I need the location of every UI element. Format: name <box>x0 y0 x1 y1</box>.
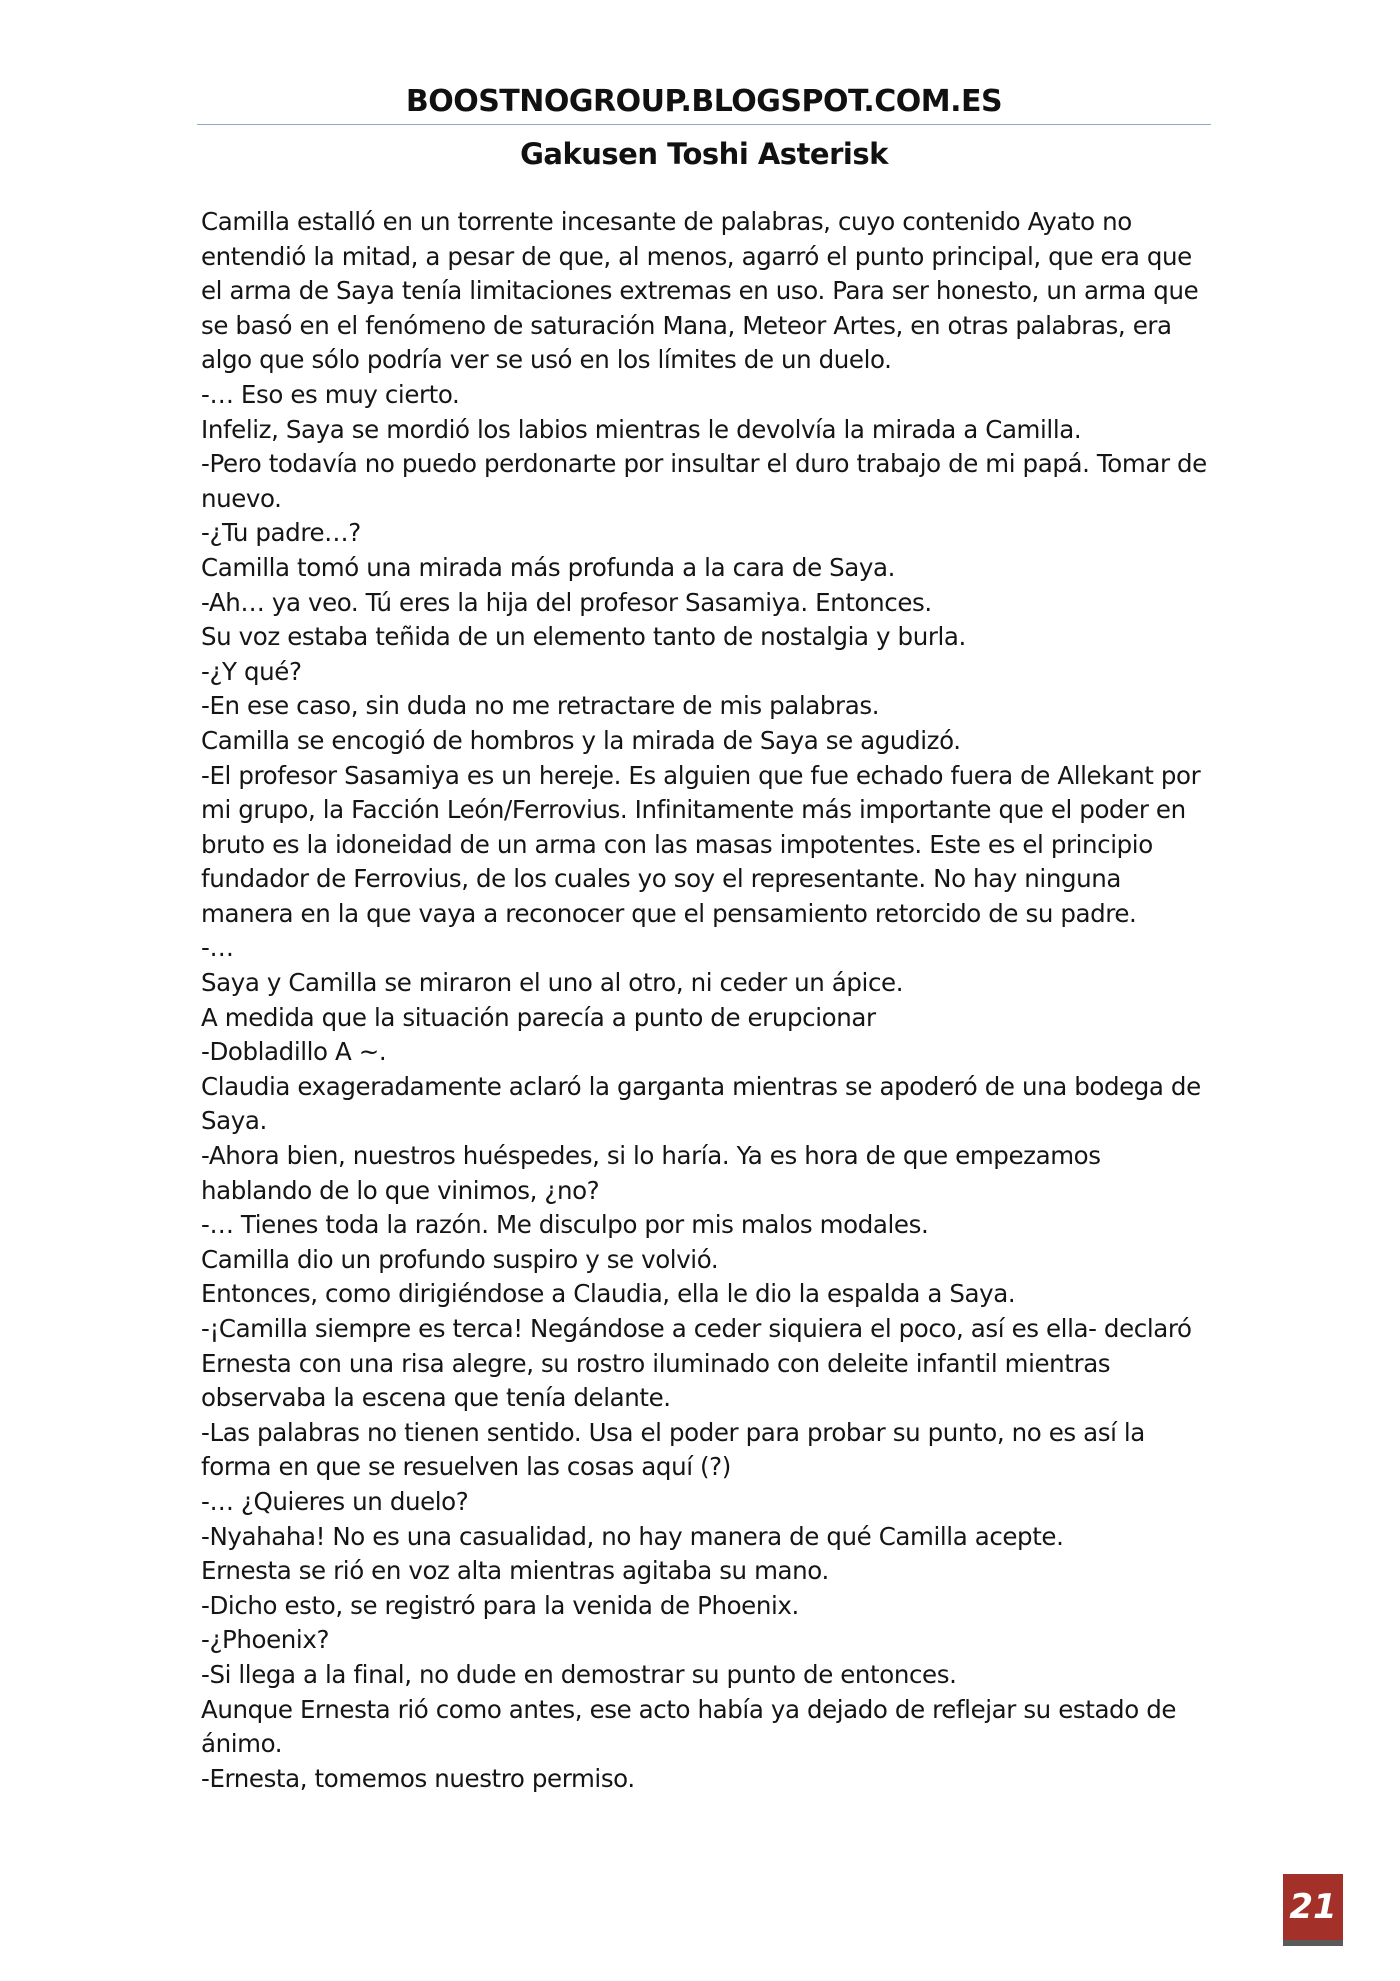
site-name: BOOSTNOGROUP.BLOGSPOT.COM.ES <box>405 84 1003 119</box>
paragraph: -El profesor Sasamiya es un hereje. Es alguien que fue echado fuera de Allekant por mi grupo, la Facción León/Ferrovius. Infinitamente más importante que el poder en bruto es la idoneidad de un arma con las masas impotentes. Este es el principio fundador de Ferrovius, de los cuales yo soy el representante. No hay ninguna manera en la que vaya a reconocer que el pensamiento retorcido de su padre. <box>201 760 1201 928</box>
paragraph: -Pero todavía no puedo perdonarte por insultar el duro trabajo de mi papá. Tomar de nuevo. <box>201 449 1207 513</box>
paragraph: Claudia exageradamente aclaró la garganta mientras se apoderó de una bodega de Saya. <box>201 1071 1201 1136</box>
paragraph: -… <box>201 933 234 963</box>
paragraph: -Si llega a la final, no dude en demostrar su punto de entonces. <box>201 1659 957 1689</box>
paragraph: -Dobladillo A ~. <box>201 1037 387 1067</box>
paragraph: Camilla se encogió de hombros y la mirada de Saya se agudizó. <box>201 725 961 755</box>
paragraph: Saya y Camilla se miraron el uno al otro, ni ceder un ápice. <box>201 968 904 998</box>
paragraph: Camilla estalló en un torrente incesante de palabras, cuyo contenido Ayato no entendió la mitad, a pesar de que, al menos, agarró el punto principal, que era que el arma de Saya tenía limitaciones extremas en uso. Para ser honesto, un arma que se basó en el fenómeno de saturación Mana, Meteor Artes, en otras palabras, era algo que sólo podría ver se usó en los límites de un duelo. <box>201 207 1199 375</box>
paragraph: Ernesta se rió en voz alta mientras agitaba su mano. <box>201 1556 829 1586</box>
paragraph: -¿Y qué? <box>201 656 302 686</box>
paragraph: -¡Camilla siempre es terca! Negándose a ceder siquiera el poco, así es ella- declaró Ernesta con una risa alegre, su rostro iluminado con deleite infantil mientras observaba la escena que tenía delante. <box>201 1314 1192 1413</box>
paragraph: Camilla dio un profundo suspiro y se volvió. <box>201 1244 719 1274</box>
paragraph: -¿Phoenix? <box>201 1625 330 1655</box>
body-text <box>201 205 1211 1796</box>
paragraph: Infeliz, Saya se mordió los labios mientras le devolvía la mirada a Camilla. <box>201 414 1082 444</box>
book-title: Gakusen Toshi Asterisk <box>520 137 888 171</box>
paragraph: Su voz estaba teñida de un elemento tanto de nostalgia y burla. <box>201 622 966 652</box>
paragraph: -Ahora bien, nuestros huéspedes, si lo haría. Ya es hora de que empezamos hablando de lo que vinimos, ¿no? <box>201 1141 1101 1205</box>
paragraph: A medida que la situación parecía a punto de erupcionar <box>201 1002 876 1032</box>
paragraph: -… Eso es muy cierto. <box>201 379 460 409</box>
page-number-badge: 21 <box>1283 1874 1343 1946</box>
paragraph: -Nyahaha! No es una casualidad, no hay manera de qué Camilla acepte. <box>201 1521 1064 1551</box>
paragraph: -Dicho esto, se registró para la venida de Phoenix. <box>201 1590 799 1620</box>
paragraph: -Ah… ya veo. Tú eres la hija del profesor Sasamiya. Entonces. <box>201 587 932 617</box>
paragraph: -Ernesta, tomemos nuestro permiso. <box>201 1763 635 1793</box>
paragraph: -En ese caso, sin duda no me retractare de mis palabras. <box>201 691 880 721</box>
paragraph: -Las palabras no tienen sentido. Usa el poder para probar su punto, no es así la forma en que se resuelven las cosas aquí (?) <box>201 1417 1145 1482</box>
paragraph: -… Tienes toda la razón. Me disculpo por mis malos modales. <box>201 1210 929 1240</box>
paragraph: Aunque Ernesta rió como antes, ese acto había ya dejado de reflejar su estado de ánimo. <box>201 1694 1177 1759</box>
paragraph: Camilla tomó una mirada más profunda a la cara de Saya. <box>201 552 896 582</box>
page-header <box>197 82 1211 174</box>
header-rule <box>197 124 1211 125</box>
paragraph: Entonces, como dirigiéndose a Claudia, ella le dio la espalda a Saya. <box>201 1279 1016 1309</box>
paragraph: -¿Tu padre…? <box>201 518 361 548</box>
paragraph: -… ¿Quieres un duelo? <box>201 1486 469 1516</box>
